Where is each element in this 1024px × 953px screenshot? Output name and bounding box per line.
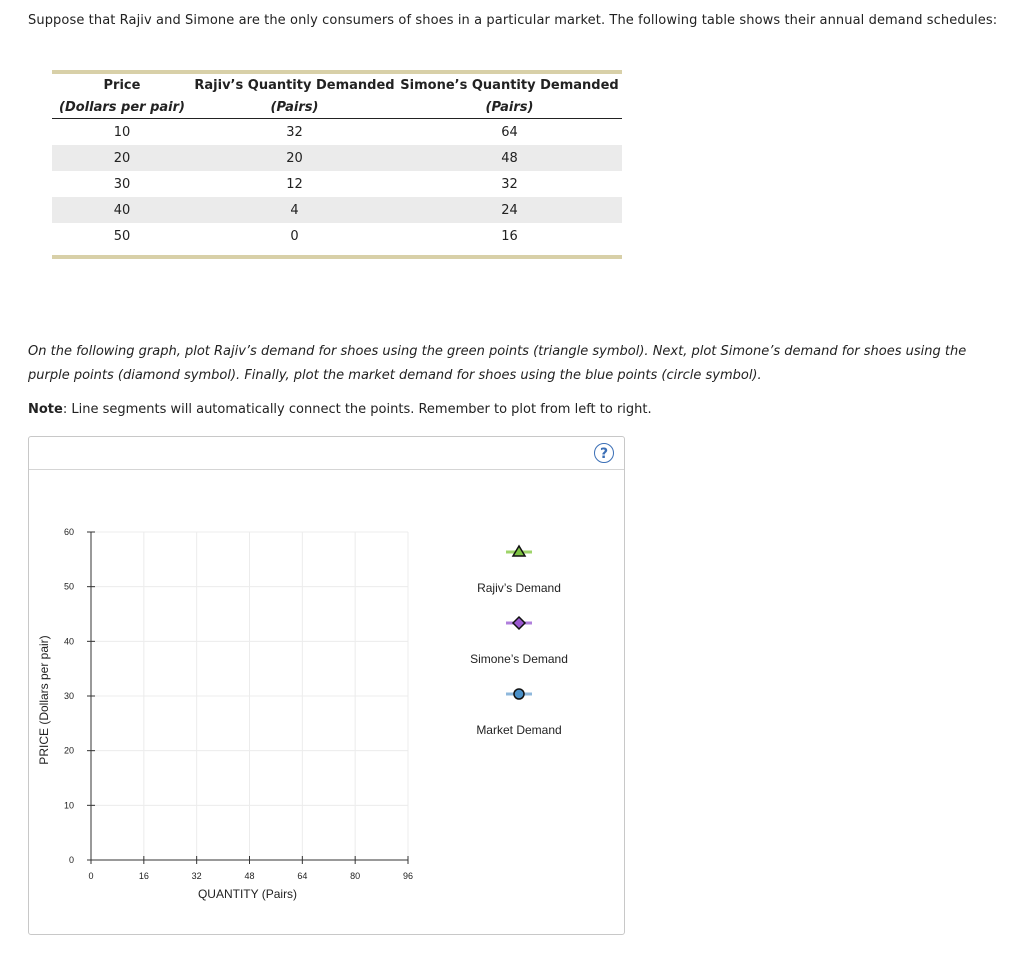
- rajiv-qty-cell: 32: [286, 124, 303, 140]
- x-tick-label: 64: [297, 871, 308, 881]
- header-rajiv-unit: (Pairs): [192, 96, 397, 119]
- y-tick-label: 50: [63, 581, 74, 592]
- table-row: [52, 171, 622, 197]
- help-button[interactable]: ?: [594, 443, 614, 463]
- x-tick-label: 32: [191, 871, 202, 881]
- price-cell: 40: [52, 197, 192, 223]
- rajiv-qty-cell: 12: [286, 176, 303, 192]
- table-row: [52, 197, 622, 223]
- intro-text: Suppose that Rajiv and Simone are the only consumers of shoes in a particular market. The following table shows their annual demand schedules:: [28, 13, 998, 28]
- graph-panel: [28, 436, 625, 935]
- simone-qty-cell: 64: [501, 124, 518, 140]
- x-tick-label: 0: [88, 871, 94, 881]
- price-cell: 10: [113, 124, 131, 140]
- price-cell: 30: [113, 176, 131, 192]
- rajiv-qty-cell: 0: [290, 228, 299, 244]
- header-simone-unit: (Pairs): [397, 96, 622, 119]
- x-axis-title: QUANTITY (Pairs): [197, 887, 298, 901]
- legend-label: Market Demand: [476, 723, 562, 737]
- table-row: [52, 145, 622, 171]
- demand-schedule-table: [52, 70, 622, 259]
- table-row: [52, 119, 622, 146]
- simone-qty-cell: 24: [397, 197, 622, 223]
- header-rajiv: Rajiv’s Quantity Demanded: [194, 77, 395, 93]
- header-simone: Simone’s Quantity Demanded: [400, 77, 619, 93]
- rajiv-qty-cell: 20: [192, 145, 397, 171]
- diamond-icon[interactable]: [513, 617, 525, 629]
- y-tick-label: 30: [63, 691, 74, 701]
- legend-label: Simone’s Demand: [470, 652, 568, 666]
- header-price-unit: (Dollars per pair): [52, 96, 192, 119]
- graph-instructions: On the following graph, plot Rajiv’s demand for shoes using the green points (triangle symbol). Next, plot Simone’s demand for shoes using the purple points (diamond symbol). Finally, plot the market demand for shoes using the blue points (circle symbol).: [28, 344, 967, 383]
- y-tick-label: 60: [63, 527, 74, 537]
- price-cell: 20: [52, 145, 192, 171]
- legend-label: Rajiv’s Demand: [477, 581, 561, 595]
- x-tick-label: 48: [244, 871, 255, 881]
- table-row: [52, 223, 622, 249]
- x-tick-label: 96: [402, 871, 414, 881]
- rajiv-qty-cell: 4: [192, 197, 397, 223]
- x-tick-label: 80: [350, 871, 361, 881]
- y-tick-label: 10: [63, 800, 74, 811]
- y-tick-label: 0: [68, 855, 74, 865]
- price-cell: 50: [113, 228, 131, 244]
- table-bottom-rule: [52, 255, 622, 259]
- y-tick-label: 40: [63, 636, 74, 647]
- note-text: [28, 402, 652, 417]
- demand-graph[interactable]: [29, 437, 624, 934]
- circle-icon[interactable]: [514, 689, 524, 699]
- y-axis-title: PRICE (Dollars per pair): [37, 635, 51, 765]
- simone-qty-cell: 16: [501, 228, 518, 244]
- note-label: Note: [28, 402, 63, 417]
- note-body: : Line segments will automatically connect the points. Remember to plot from left to right.: [62, 402, 652, 417]
- simone-qty-cell: 32: [501, 176, 518, 192]
- x-tick-label: 16: [138, 871, 149, 881]
- y-tick-label: 20: [63, 745, 74, 756]
- simone-qty-cell: 48: [397, 145, 622, 171]
- header-price: Price: [103, 77, 141, 93]
